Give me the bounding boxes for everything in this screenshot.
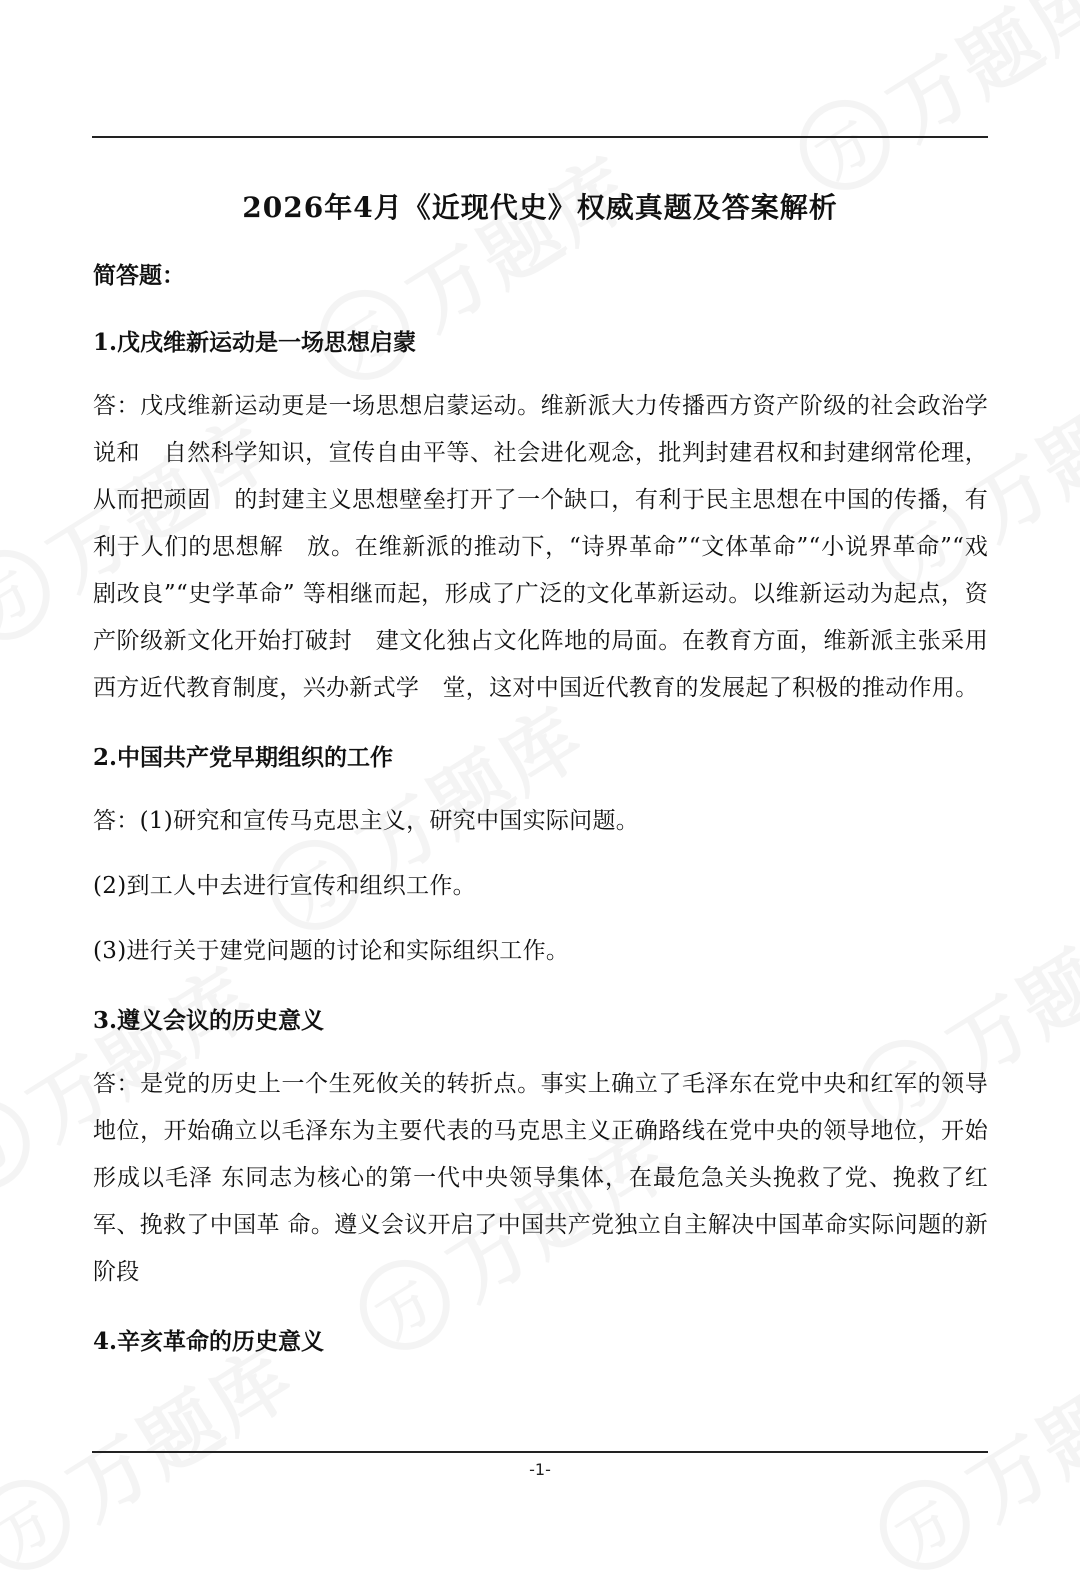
watermark-logo-icon bbox=[863, 1463, 987, 1587]
watermark-logo-icon bbox=[0, 533, 67, 657]
watermark bbox=[777, 0, 1080, 216]
answer-paragraph: 答：戊戌维新运动更是一场思想启蒙运动。维新派大力传播西方资产阶级的社会政治学说和 自然科学知识，宣传自由平等、社会进化观念，批判封建君权和封建纲常伦理，从而把顽固 的封建主义思想壁垒打开了一个缺口，有利于民主思想在中国的传播，有利于人们的思想解 放。在维新派的推动下，“诗界革命”“文体革命”“小说界革命”“戏剧改良”“史学革命” 等相继而起，形成了广泛的文化革新运动。以维新运动为起点，资产阶级新文化开始打破封 建文化独占文化阵地的局面。在教育方面，维新派主张采用西方近代教育制度，兴办新式学 堂，这对中国近代教育的发展起了积极的推动作用。 bbox=[93, 393, 988, 701]
question-heading: 1.戊戌维新运动是一场思想启蒙 bbox=[93, 329, 417, 356]
watermark-logo-icon bbox=[0, 1463, 87, 1587]
answer-paragraph: 答：(1)研究和宣传马克思主义，研究中国实际问题。 bbox=[93, 808, 640, 834]
question-heading: 3.遵义会议的历史意义 bbox=[93, 1007, 325, 1034]
page-number: -1- bbox=[529, 1460, 551, 1479]
header-rule bbox=[92, 136, 988, 138]
footer-rule bbox=[92, 1451, 988, 1453]
watermark-logo-icon bbox=[0, 1083, 47, 1207]
answer-paragraph: (2)到工人中去进行宣传和组织工作。 bbox=[93, 873, 476, 899]
question-heading: 4.辛亥革命的历史意义 bbox=[93, 1328, 325, 1355]
answer-paragraph: (3)进行关于建党问题的讨论和实际组织工作。 bbox=[93, 938, 570, 964]
answer-paragraph: 答：是党的历史上一个生死攸关的转折点。事实上确立了毛泽东在党中央和红军的领导地位，开始确立以毛泽东为主要代表的马克思主义正确路线在党中央的领导地位，开始形成以毛泽 东同志为核心的第一代中央领导集体，在最危急关头挽救了党、挽救了红军、挽救了中国革 命。遵义会议开启了中国共产党独立自主解决中国革命实际问题的新阶段 bbox=[93, 1071, 988, 1285]
section-label: 简答题： bbox=[93, 262, 185, 289]
main-content bbox=[93, 258, 988, 1360]
question-heading: 2.中国共产党早期组织的工作 bbox=[93, 744, 394, 771]
page-title: 2026年4月《近现代史》权威真题及答案解析 bbox=[242, 191, 838, 224]
